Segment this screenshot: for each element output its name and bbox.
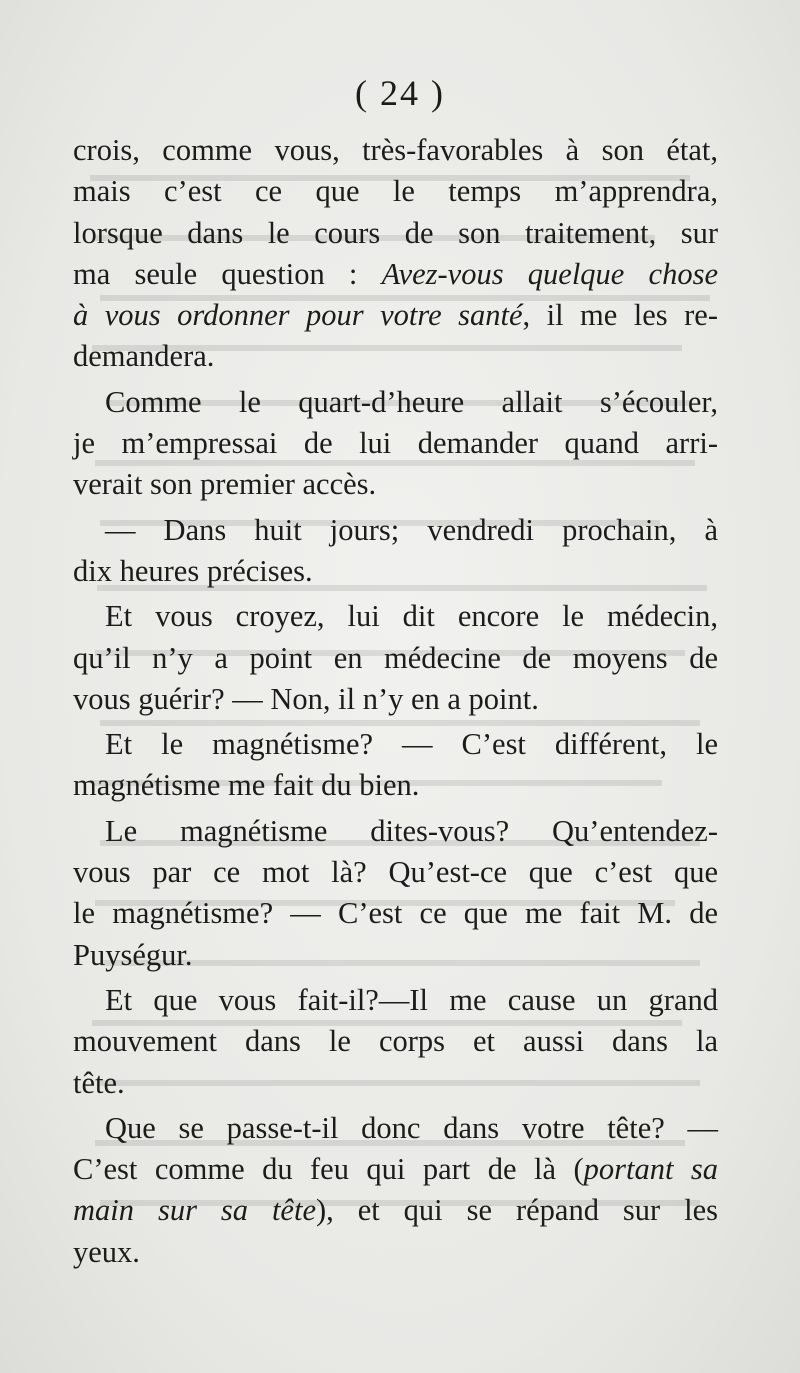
- paragraph: [73, 811, 718, 976]
- text-line: ma seule question : Avez-vous quelque chose: [73, 256, 719, 291]
- text-line: qu’il n’y a point en médecine de moyens de: [73, 640, 718, 675]
- paragraph: [73, 1108, 718, 1273]
- text-line: tête.: [73, 1065, 125, 1100]
- text-line: à vous ordonner pour votre santé, il me les re-: [73, 298, 718, 333]
- text-line: magnétisme me fait du bien.: [73, 768, 420, 803]
- text-line: C’est comme du feu qui part de là (portant sa: [73, 1152, 719, 1187]
- italic-emphasis: portant sa: [583, 1152, 719, 1187]
- paragraph: [73, 596, 718, 720]
- text-line: yeux.: [73, 1234, 140, 1269]
- text-line: vous par ce mot là? Qu’est-ce que c’est que: [73, 855, 718, 890]
- italic-emphasis: à vous ordonner pour votre santé: [73, 298, 523, 333]
- text-line: je m’empressai de lui demander quand arri-: [73, 426, 718, 461]
- text-line: vous guérir? — Non, il n’y en a point.: [73, 681, 539, 716]
- text-line: — Dans huit jours; vendredi prochain, à: [105, 512, 718, 547]
- paragraph: [73, 382, 718, 506]
- text-line: Comme le quart-d’heure allait s’écouler,: [105, 384, 718, 419]
- text-line: Et le magnétisme? — C’est différent, le: [105, 727, 718, 762]
- text-line: demandera.: [73, 339, 215, 374]
- paragraph: [73, 510, 718, 593]
- italic-emphasis: Avez-vous quelque chose: [381, 256, 719, 291]
- text-line: crois, comme vous, très-favorables à son état,: [73, 133, 718, 167]
- body-text: [73, 130, 718, 1277]
- text-line: le magnétisme? — C’est ce que me fait M. de: [73, 896, 718, 931]
- text-line: verait son premier accès.: [73, 467, 377, 502]
- text-line: Et que vous fait-il?—Il me cause un grand: [105, 982, 718, 1017]
- text-line: Et vous croyez, lui dit encore le médecin,: [105, 599, 718, 634]
- paragraph: [73, 724, 718, 807]
- page-number: ( 24 ): [355, 73, 445, 113]
- text-line: Le magnétisme dites-vous? Qu’entendez-: [105, 813, 718, 848]
- text-line: Puységur.: [73, 937, 193, 972]
- text-line: dix heures précises.: [73, 553, 313, 588]
- text-line: Que se passe-t-il donc dans votre tête? —: [105, 1110, 718, 1145]
- text-line: mouvement dans le corps et aussi dans la: [73, 1024, 718, 1059]
- paragraph: [73, 130, 718, 378]
- text-line: lorsque dans le cours de son traitement, sur: [73, 215, 718, 250]
- text-line: mais c’est ce que le temps m’apprendra,: [73, 174, 718, 209]
- italic-emphasis: main sur sa tête: [73, 1193, 316, 1228]
- paragraph: [73, 980, 718, 1104]
- text-line: main sur sa tête), et qui se répand sur les: [73, 1193, 718, 1228]
